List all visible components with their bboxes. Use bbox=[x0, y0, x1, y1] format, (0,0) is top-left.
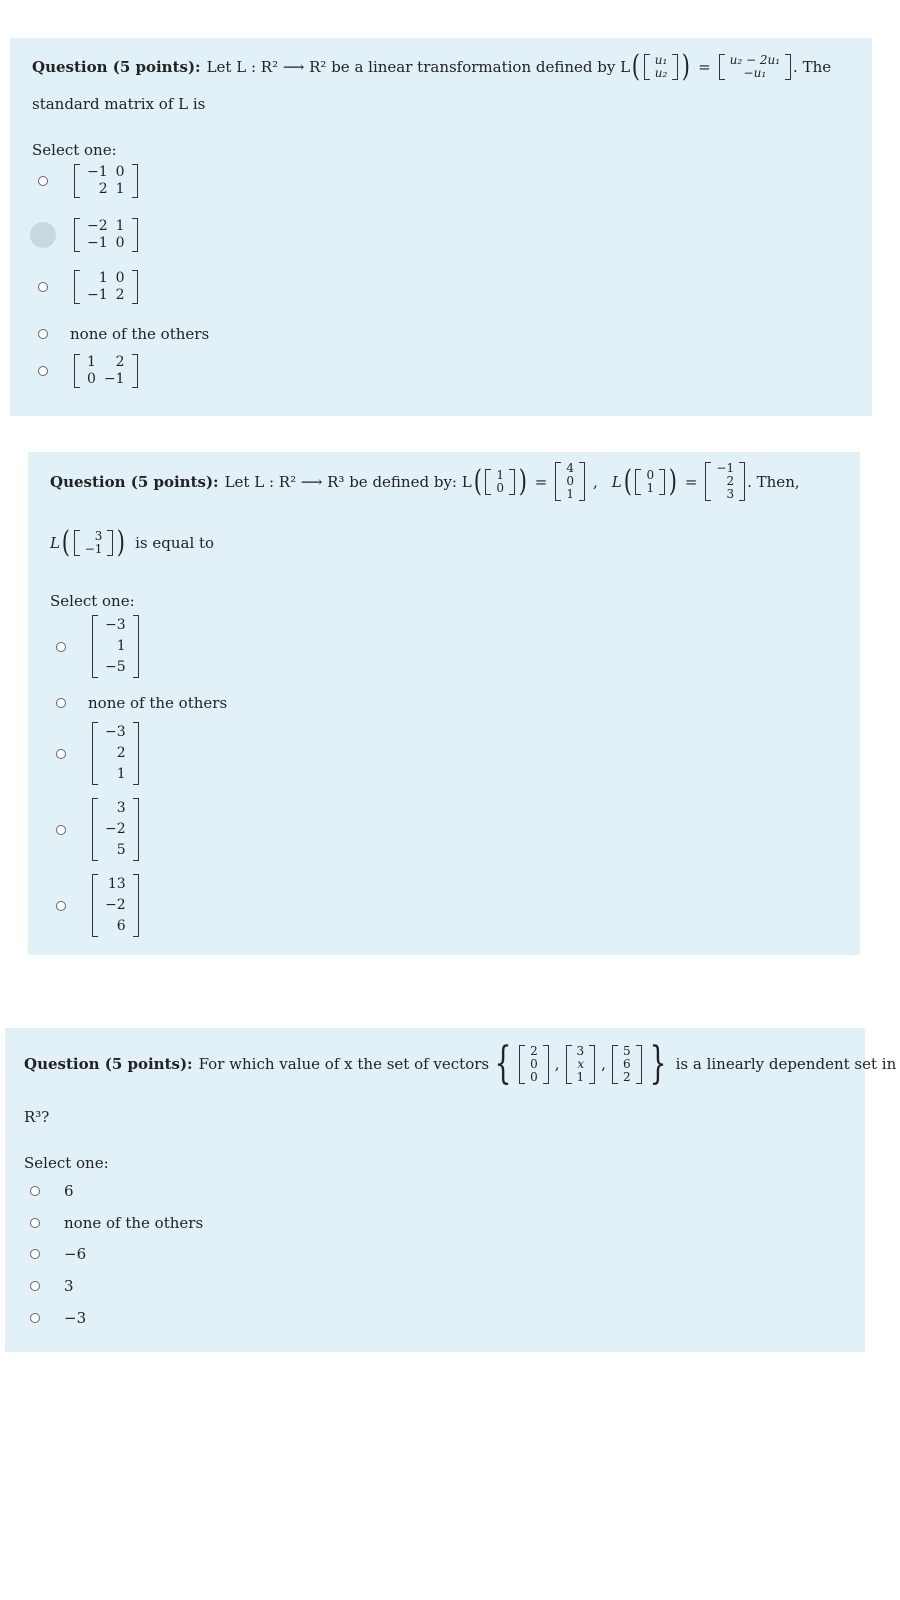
question-3-text-end: is a linearly dependent set in bbox=[675, 1055, 897, 1073]
close-paren: ) bbox=[682, 49, 691, 84]
option-text: none of the others bbox=[64, 1214, 204, 1232]
set-vector-2: 3 x 1 bbox=[566, 1045, 596, 1084]
radio-button[interactable] bbox=[38, 282, 48, 292]
input-vector: u₁ u₂ bbox=[644, 54, 679, 80]
q2-option-1[interactable] bbox=[56, 615, 141, 678]
radio-button[interactable] bbox=[56, 749, 66, 759]
question-1-text-end: . The bbox=[793, 58, 832, 76]
option-text: none of the others bbox=[70, 325, 210, 343]
option-matrix: 1 0 −1 2 bbox=[74, 270, 138, 304]
question-2-text-end: . Then, bbox=[747, 472, 800, 491]
q1-option-4[interactable] bbox=[38, 325, 209, 343]
e2-image-vector: −1 2 3 bbox=[705, 462, 745, 501]
e1-image-vector: 4 0 1 bbox=[555, 462, 585, 501]
option-vector: −3 2 1 bbox=[92, 722, 139, 785]
radio-button[interactable] bbox=[38, 329, 48, 339]
q1-option-2[interactable] bbox=[38, 218, 140, 252]
question-1-text: Let L : R² ⟶ R² be a linear transformation defined by L bbox=[206, 58, 631, 76]
option-vector: −3 1 −5 bbox=[92, 615, 139, 678]
q3-option-5[interactable] bbox=[30, 1309, 86, 1327]
q2-option-3[interactable] bbox=[56, 722, 141, 785]
radio-button[interactable] bbox=[56, 642, 66, 652]
e2-vector: 0 1 bbox=[635, 469, 665, 495]
q3-option-2[interactable] bbox=[30, 1214, 203, 1232]
q2-option-5[interactable] bbox=[56, 874, 141, 937]
option-vector: 13 −2 6 bbox=[92, 874, 139, 937]
radio-button[interactable] bbox=[30, 1281, 40, 1291]
question-3-text: For which value of x the set of vectors bbox=[198, 1055, 490, 1073]
option-vector: 3 −2 5 bbox=[92, 798, 139, 861]
radio-button[interactable] bbox=[30, 1218, 40, 1228]
question-1-prefix: Question (5 points): bbox=[32, 58, 201, 76]
question-1-line2: standard matrix of L is bbox=[32, 95, 206, 113]
close-brace: } bbox=[649, 1038, 666, 1089]
q3-option-1[interactable] bbox=[30, 1182, 74, 1200]
set-vector-3: 5 6 2 bbox=[612, 1045, 642, 1084]
question-2-line2: L ( 3 −1 ) is equal to bbox=[50, 525, 215, 560]
radio-button[interactable] bbox=[56, 698, 66, 708]
input-vector: 3 −1 bbox=[74, 530, 114, 556]
question-1-statement bbox=[32, 49, 832, 84]
radio-button[interactable] bbox=[30, 1186, 40, 1196]
radio-button[interactable] bbox=[38, 176, 48, 186]
option-text: −3 bbox=[64, 1309, 87, 1327]
q1-option-1[interactable] bbox=[38, 164, 140, 198]
question-3-line2: R³? bbox=[24, 1108, 50, 1126]
option-text: 6 bbox=[64, 1182, 74, 1200]
q3-option-4[interactable] bbox=[30, 1277, 74, 1295]
e1-vector: 1 0 bbox=[485, 469, 515, 495]
option-text: none of the others bbox=[88, 694, 228, 712]
question-2-text: Let L : R² ⟶ R³ be defined by: L bbox=[224, 472, 472, 491]
radio-button[interactable] bbox=[30, 1313, 40, 1323]
option-matrix: −1 0 2 1 bbox=[74, 164, 138, 198]
radio-button[interactable] bbox=[56, 901, 66, 911]
output-vector: u₂ − 2u₁ −u₁ bbox=[719, 54, 791, 80]
radio-button[interactable] bbox=[38, 366, 48, 376]
question-3-select-label: Select one: bbox=[24, 1154, 109, 1172]
option-matrix: −2 1 −1 0 bbox=[74, 218, 138, 252]
q1-option-3[interactable] bbox=[38, 270, 140, 304]
radio-button[interactable] bbox=[56, 825, 66, 835]
q2-option-2[interactable] bbox=[56, 694, 227, 712]
option-matrix: 1 2 0 −1 bbox=[74, 354, 138, 388]
option-text: 3 bbox=[64, 1277, 74, 1295]
question-1-select-label: Select one: bbox=[32, 141, 117, 159]
question-3-statement: Question (5 points): For which value of x the set of vectors { 2 0 0 , 3 x 1 , 5 6 2 } is a linearly dependent set in bbox=[24, 1038, 897, 1089]
question-2-prefix: Question (5 points): bbox=[50, 472, 219, 491]
question-2-select-label: Select one: bbox=[50, 592, 135, 610]
radio-button[interactable] bbox=[30, 1249, 40, 1259]
option-text: −6 bbox=[64, 1245, 87, 1263]
question-2-statement: Question (5 points): Let L : R² ⟶ R³ be defined by: L ( 1 0 ) = 4 0 1 , L ( 0 1 ) = −1 2 3 . Then, bbox=[50, 461, 800, 501]
open-paren: ( bbox=[631, 49, 641, 84]
q1-option-5[interactable] bbox=[38, 354, 140, 388]
radio-button-selected[interactable] bbox=[30, 222, 56, 248]
set-vector-1: 2 0 0 bbox=[519, 1045, 549, 1084]
question-3-prefix: Question (5 points): bbox=[24, 1055, 193, 1073]
open-brace: { bbox=[494, 1038, 512, 1089]
q2-option-4[interactable] bbox=[56, 798, 141, 861]
q3-option-3[interactable] bbox=[30, 1245, 86, 1263]
equals-sign: = bbox=[698, 58, 711, 76]
